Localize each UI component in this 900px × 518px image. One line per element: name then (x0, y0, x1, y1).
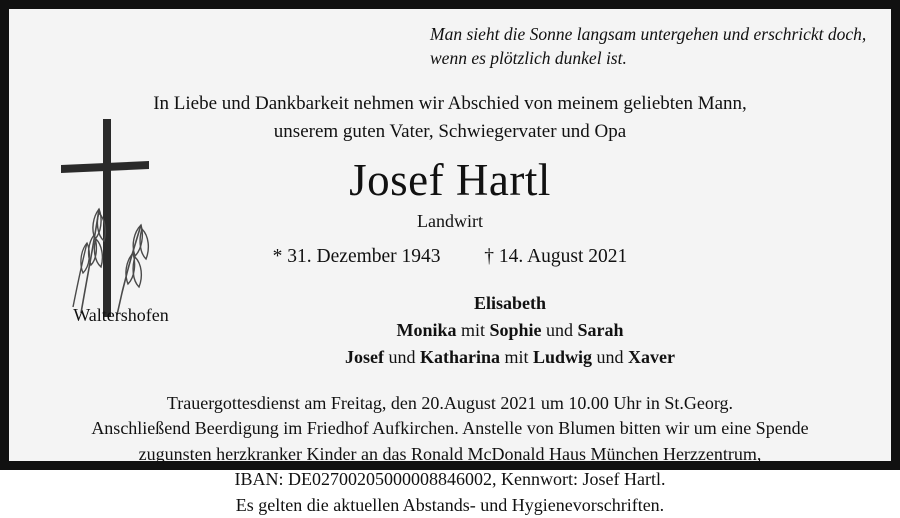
service-line-1: Trauergottesdienst am Freitag, den 20.August 2021 um 10.00 Uhr in St.Georg. (166, 392, 734, 413)
motto-line-2: wenn es plötzlich dunkel ist. (430, 47, 627, 68)
family-conn-3: und (388, 346, 416, 367)
obituary-inner (9, 9, 891, 515)
home-place: Waltershofen (73, 305, 169, 325)
family-conn-2: und (546, 319, 574, 340)
intro-line-2: unserem guten Vater, Schwiegervater und Opa (273, 120, 627, 142)
motto-quote (430, 23, 900, 70)
family-member-sophie: Sophie (489, 319, 542, 340)
death-date: † 14. August 2021 (484, 245, 628, 267)
motto-line-1: Man sieht die Sonne langsam untergehen und erschrickt doch, (430, 24, 867, 44)
family-member-sarah: Sarah (577, 319, 624, 340)
family-member-xaver: Xaver (628, 346, 676, 367)
family-member-monika: Monika (396, 319, 457, 340)
service-line-3: zugunsten herzkranker Kinder an das Ronald McDonald Haus München Herzzentrum, (138, 443, 762, 464)
birth-date: * 31. Dezember 1943 (272, 245, 441, 267)
service-details (35, 391, 865, 518)
intro-line-1: In Liebe und Dankbarkeit nehmen wir Abschied von meinem geliebten Mann, (153, 93, 747, 115)
service-line-4: IBAN: DE02700205000008846002, Kennwort: Josef Hartl. (234, 469, 666, 490)
family-member-josef: Josef (344, 346, 384, 367)
family-line-3 (155, 344, 865, 371)
family-member-ludwig: Ludwig (533, 346, 593, 367)
family-conn-5: und (596, 346, 624, 367)
deceased-profession: Landwirt (417, 210, 483, 231)
family-line-1 (155, 290, 865, 317)
family-conn-1: mit (460, 319, 485, 340)
service-line-2: Anschließend Beerdigung im Friedhof Aufkirchen. Anstelle von Blumen bitten wir um eine Spende (91, 418, 809, 439)
family-conn-4: mit (504, 346, 529, 367)
deceased-name: Josef Hartl (349, 155, 551, 206)
family-line-2 (155, 317, 865, 344)
family-member-katharina: Katharina (419, 346, 500, 367)
family-member-elisabeth: Elisabeth (473, 292, 547, 313)
service-line-5: Es gelten die aktuellen Abstands- und Hygienevorschriften. (235, 494, 665, 515)
cross-with-wheat-icon (47, 117, 197, 327)
